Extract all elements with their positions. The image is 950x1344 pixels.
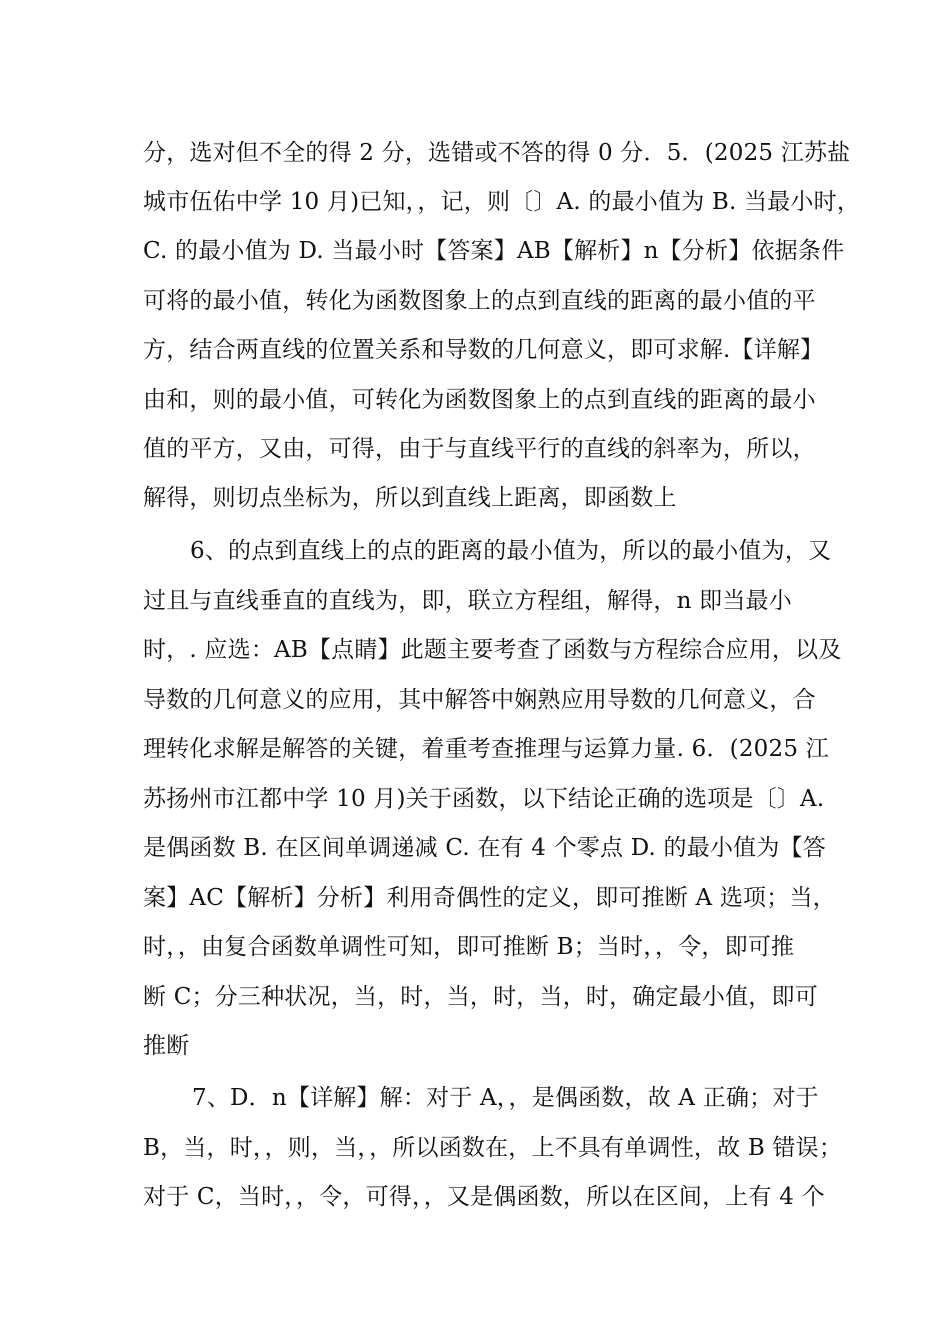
text-line: 苏扬州市江都中学 10 月)关于函数，以下结论正确的选项是〔〕A.: [143, 786, 825, 812]
text-line: 解得，则切点坐标为，所以到直线上距离，即函数上: [143, 485, 677, 511]
text-line: 分，选对但不全的得 2 分，选错或不答的得 0 分．5．(2025 江苏盐: [143, 140, 851, 166]
text-line: 时，. 应选：AB【点睛】此题主要考查了函数与方程综合应用，以及: [143, 637, 842, 663]
text-line: 7、D．n【详解】解：对于 A，，是偶函数，故 A 正确；对于: [192, 1085, 819, 1111]
text-line: 是偶函数 B. 在区间单调递减 C. 在有 4 个零点 D. 的最小值为【答: [143, 835, 826, 861]
text-line: 导数的几何意义的应用，其中解答中娴熟应用导数的几何意义，合: [143, 687, 816, 713]
text-line: 对于 C，当时，，令，可得，，又是偶函数，所以在区间，上有 4 个: [143, 1184, 825, 1210]
text-line: B，当，时，，则，当，，所以函数在，上不具有单调性，故 B 错误；: [143, 1135, 843, 1161]
text-line: 断 C；分三种状况，当，时，当，时，当，时，确定最小值，即可: [143, 984, 818, 1010]
text-line: 由和，则的最小值，可转化为函数图象上的点到直线的距离的最小: [143, 387, 816, 413]
text-line: 过且与直线垂直的直线为，即，联立方程组，解得，n 即当最小: [143, 588, 792, 614]
text-line: 方，结合两直线的位置关系和导数的几何意义，即可求解.【详解】: [143, 337, 824, 363]
text-line: 城市伍佑中学 10 月)已知，，记，则〔〕A. 的最小值为 B. 当最小时，: [143, 189, 861, 215]
text-line: 时，，由复合函数单调性可知，即可推断 B；当时，，令，即可推: [143, 934, 795, 960]
text-line: 6、的点到直线上的点的距离的最小值为，所以的最小值为，又: [190, 538, 832, 564]
text-line: 案】AC【解析】分析】利用奇偶性的定义，即可推断 A 选项；当，: [143, 885, 836, 911]
text-line: 推断: [143, 1033, 190, 1059]
text-line: 值的平方，又由，可得，由于与直线平行的直线的斜率为，所以，: [143, 436, 816, 462]
text-line: C. 的最小值为 D. 当最小时【答案】AB【解析】n【分析】依据条件: [143, 238, 845, 264]
text-line: 可将的最小值，转化为函数图象上的点到直线的距离的最小值的平: [143, 288, 816, 314]
text-line: 理转化求解是解答的关键，着重考查推理与运算力量. 6．(2025 江: [143, 736, 829, 762]
